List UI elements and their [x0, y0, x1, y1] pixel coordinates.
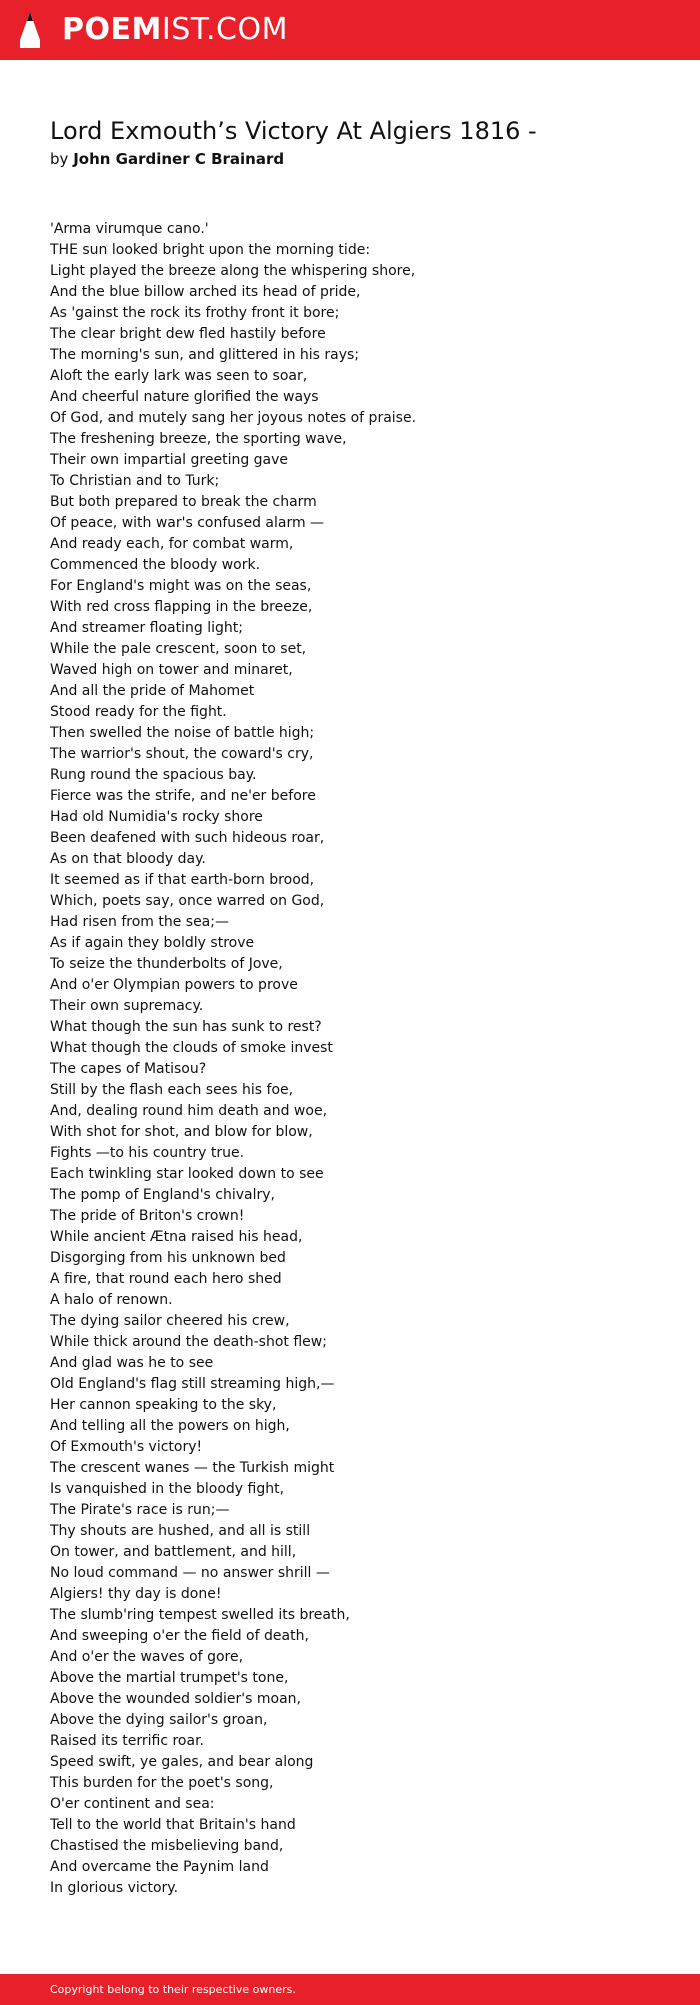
- poem-line: Chastised the misbelieving band,: [50, 1838, 284, 1854]
- poem-line: And all the pride of Mahomet: [50, 683, 255, 699]
- poem-line: Speed swift, ye gales, and bear along: [50, 1754, 314, 1770]
- poem-line: The morning's sun, and glittered in his rays;: [50, 347, 360, 363]
- poem-line: To seize the thunderbolts of Jove,: [50, 956, 283, 972]
- poem-line: As on that bloody day.: [50, 851, 206, 867]
- poem-line: Rung round the spacious bay.: [50, 767, 257, 783]
- poem-line: As if again they boldly strove: [50, 935, 255, 951]
- poem-line: As 'gainst the rock its frothy front it bore;: [50, 305, 340, 321]
- poem-line: Above the wounded soldier's moan,: [50, 1691, 301, 1707]
- poem-line: While the pale crescent, soon to set,: [50, 641, 307, 657]
- poem-line: It seemed as if that earth-born brood,: [50, 872, 315, 888]
- poem-author[interactable]: John Gardiner C Brainard: [73, 150, 285, 168]
- poem-line: Still by the flash each sees his foe,: [50, 1082, 294, 1098]
- poem-line: Of God, and mutely sang her joyous notes of praise.: [50, 410, 417, 426]
- poem-line: 'Arma virumque cano.': [50, 221, 209, 237]
- poem-line: Her cannon speaking to the sky,: [50, 1397, 277, 1413]
- poem-line: Had risen from the sea;—: [50, 914, 229, 930]
- poem-line: Raised its terrific roar.: [50, 1733, 204, 1749]
- site-header: [0, 0, 700, 60]
- poem-line: The pomp of England's chivalry,: [50, 1187, 275, 1203]
- poem-line: For England's might was on the seas,: [50, 578, 312, 594]
- poem-line: And streamer floating light;: [50, 620, 243, 636]
- poem-line: Stood ready for the fight.: [50, 704, 227, 720]
- poem-line: This burden for the poet's song,: [50, 1775, 274, 1791]
- poem-line: Their own supremacy.: [50, 998, 204, 1014]
- poem-line: And ready each, for combat warm,: [50, 536, 294, 552]
- by-label: by: [50, 150, 69, 168]
- poem-line: Thy shouts are hushed, and all is still: [50, 1523, 311, 1539]
- pencil-tip-icon[interactable]: [18, 10, 42, 50]
- poem-line: Light played the breeze along the whispering shore,: [50, 263, 416, 279]
- poem-line: The pride of Briton's crown!: [50, 1208, 245, 1224]
- footer-copyright: Copyright belong to their respective owners.: [50, 1983, 296, 1996]
- poem-line: The slumb'ring tempest swelled its breath,: [50, 1607, 350, 1623]
- poem-line: Fierce was the strife, and ne'er before: [50, 788, 316, 804]
- poem-line: To Christian and to Turk;: [50, 473, 220, 489]
- poem-line: The capes of Matisou?: [50, 1061, 207, 1077]
- poem-line: Algiers! thy day is done!: [50, 1586, 222, 1602]
- site-logo[interactable]: [62, 11, 288, 49]
- poem-line: Which, poets say, once warred on God,: [50, 893, 325, 909]
- poem-line: Tell to the world that Britain's hand: [50, 1817, 296, 1833]
- poem-line: And telling all the powers on high,: [50, 1418, 290, 1434]
- poem-line: In glorious victory.: [50, 1880, 179, 1896]
- poem-line: Waved high on tower and minaret,: [50, 662, 293, 678]
- poem-line: Above the martial trumpet's tone,: [50, 1670, 289, 1686]
- poem-line: And cheerful nature glorified the ways: [50, 389, 319, 405]
- poem-line: Above the dying sailor's groan,: [50, 1712, 268, 1728]
- poem-line: With shot for shot, and blow for blow,: [50, 1124, 313, 1140]
- poem-line: Disgorging from his unknown bed: [50, 1250, 286, 1266]
- poem-line: Then swelled the noise of battle high;: [50, 725, 315, 741]
- poem-line: A fire, that round each hero shed: [50, 1271, 282, 1287]
- poem-line: Fights —to his country true.: [50, 1145, 245, 1161]
- logo-brand-bold: POEM: [62, 12, 162, 47]
- poem-line: And sweeping o'er the field of death,: [50, 1628, 309, 1644]
- poem-line: The dying sailor cheered his crew,: [50, 1313, 290, 1329]
- logo-brand-light: IST.COM: [161, 12, 288, 47]
- poem-line: The crescent wanes — the Turkish might: [50, 1460, 335, 1476]
- poem-line: Had old Numidia's rocky shore: [50, 809, 263, 825]
- poem-line: Is vanquished in the bloody fight,: [50, 1481, 285, 1497]
- poem-line: The clear bright dew fled hastily before: [50, 326, 326, 342]
- poem-line: Of Exmouth's victory!: [50, 1439, 203, 1455]
- poem-byline: [50, 148, 284, 170]
- poem-body: [50, 219, 416, 1899]
- poem-line: Been deafened with such hideous roar,: [50, 830, 325, 846]
- poem-line: Aloft the early lark was seen to soar,: [50, 368, 308, 384]
- poem-line: Their own impartial greeting gave: [50, 452, 289, 468]
- poem-line: And overcame the Paynim land: [50, 1859, 269, 1875]
- poem-line: And glad was he to see: [50, 1355, 214, 1371]
- poem-line: With red cross flapping in the breeze,: [50, 599, 313, 615]
- poem-line: On tower, and battlement, and hill,: [50, 1544, 297, 1560]
- poem-line: Each twinkling star looked down to see: [50, 1166, 324, 1182]
- poem-line: Old England's flag still streaming high,—: [50, 1376, 335, 1392]
- poem-line: And, dealing round him death and woe,: [50, 1103, 328, 1119]
- poem-line: Of peace, with war's confused alarm —: [50, 515, 325, 531]
- poem-line: The freshening breeze, the sporting wave,: [50, 431, 347, 447]
- poem-line: What though the sun has sunk to rest?: [50, 1019, 322, 1035]
- poem-line: The Pirate's race is run;—: [50, 1502, 230, 1518]
- poem-line: What though the clouds of smoke invest: [50, 1040, 333, 1056]
- poem-line: And o'er Olympian powers to prove: [50, 977, 298, 993]
- poem-line: While ancient Ætna raised his head,: [50, 1229, 303, 1245]
- poem-title: Lord Exmouth’s Victory At Algiers 1816 -: [50, 117, 537, 145]
- poem-line: A halo of renown.: [50, 1292, 173, 1308]
- poem-line: O'er continent and sea:: [50, 1796, 215, 1812]
- poem-line: The warrior's shout, the coward's cry,: [50, 746, 314, 762]
- poem-line: Commenced the bloody work.: [50, 557, 261, 573]
- poem-line: But both prepared to break the charm: [50, 494, 317, 510]
- site-footer: [0, 1974, 700, 2005]
- poem-line: And o'er the waves of gore,: [50, 1649, 244, 1665]
- poem-line: While thick around the death-shot flew;: [50, 1334, 327, 1350]
- poem-line: No loud command — no answer shrill —: [50, 1565, 330, 1581]
- poem-line: THE sun looked bright upon the morning tide:: [50, 242, 371, 258]
- poem-line: And the blue billow arched its head of pride,: [50, 284, 361, 300]
